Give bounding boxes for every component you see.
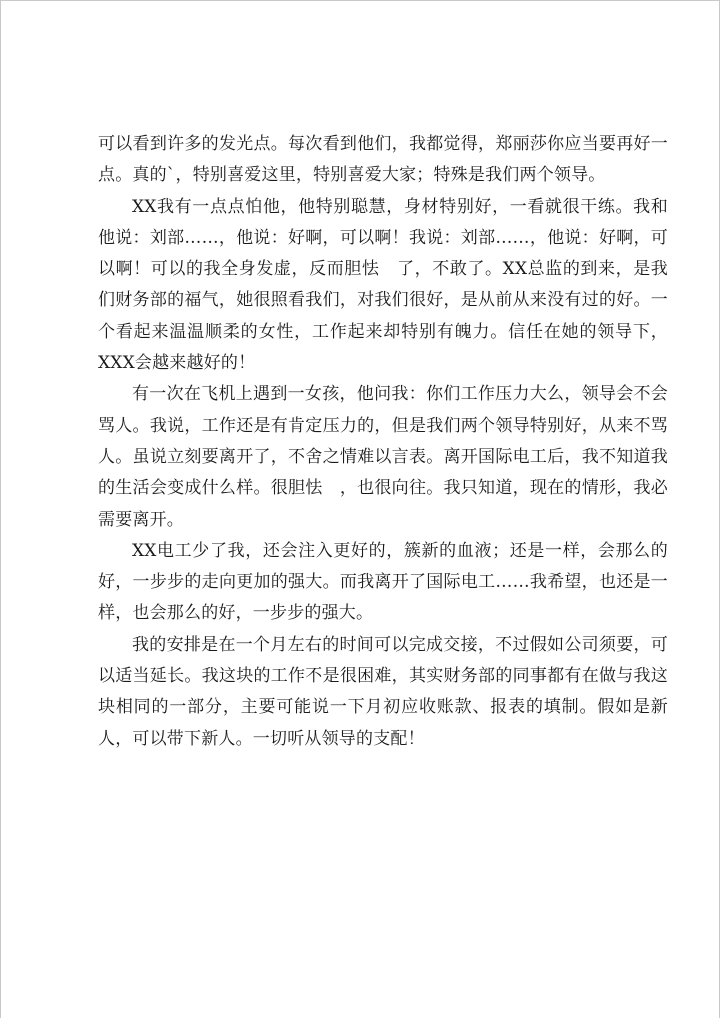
- paragraph-5: 我的安排是在一个月左右的时间可以完成交接，不过假如公司须要，可以适当延长。我这块的工作不是很困难，其实财务部的同事都有在做与我这块相同的一部分，主要可能说一下月初应收账款、报表的填制。假如是新人，可以带下新人。一切听从领导的支配！: [98, 634, 668, 749]
- body-text: [98, 129, 668, 755]
- paragraph-3: 有一次在飞机上遇到一女孩，他问我：你们工作压力大么，领导会不会骂人。我说，工作还是有肯定压力的，但是我们两个领导特别好，从来不骂人。虽说立刻要离开了，不舍之情难以言表。离开国际电工后，我不知道我的生活会变成什么样。很胆怯 ，也很向往。我只知道，现在的情形，我必需要离开。: [98, 384, 668, 530]
- paragraph-4: XX电工少了我，还会注入更好的，簇新的血液；还是一样，会那么的好，一步步的走向更加的强大。而我离开了国际电工……我希望，也还是一样，也会那么的好，一步步的强大。: [98, 540, 668, 624]
- paragraph-2: XX我有一点点怕他，他特别聪慧，身材特别好，一看就很干练。我和他说：刘部……，他说：好啊，可以啊！我说：刘部……，他说：好啊，可以啊！可以的我全身发虚，反而胆怯 了，不敢了。XX总监的到来，是我们财务部的福气，她很照看我们，对我们很好，是从前从来没有过的好。一个看起来温温顺柔的女性，工作起来却特别有魄力。信任在她的领导下，XXX会越来越好的！: [98, 196, 668, 374]
- paragraph-1: 可以看到许多的发光点。每次看到他们，我都觉得，郑丽莎你应当要再好一点。真的`，特别喜爱这里，特别喜爱大家；特殊是我们两个领导。: [98, 134, 668, 186]
